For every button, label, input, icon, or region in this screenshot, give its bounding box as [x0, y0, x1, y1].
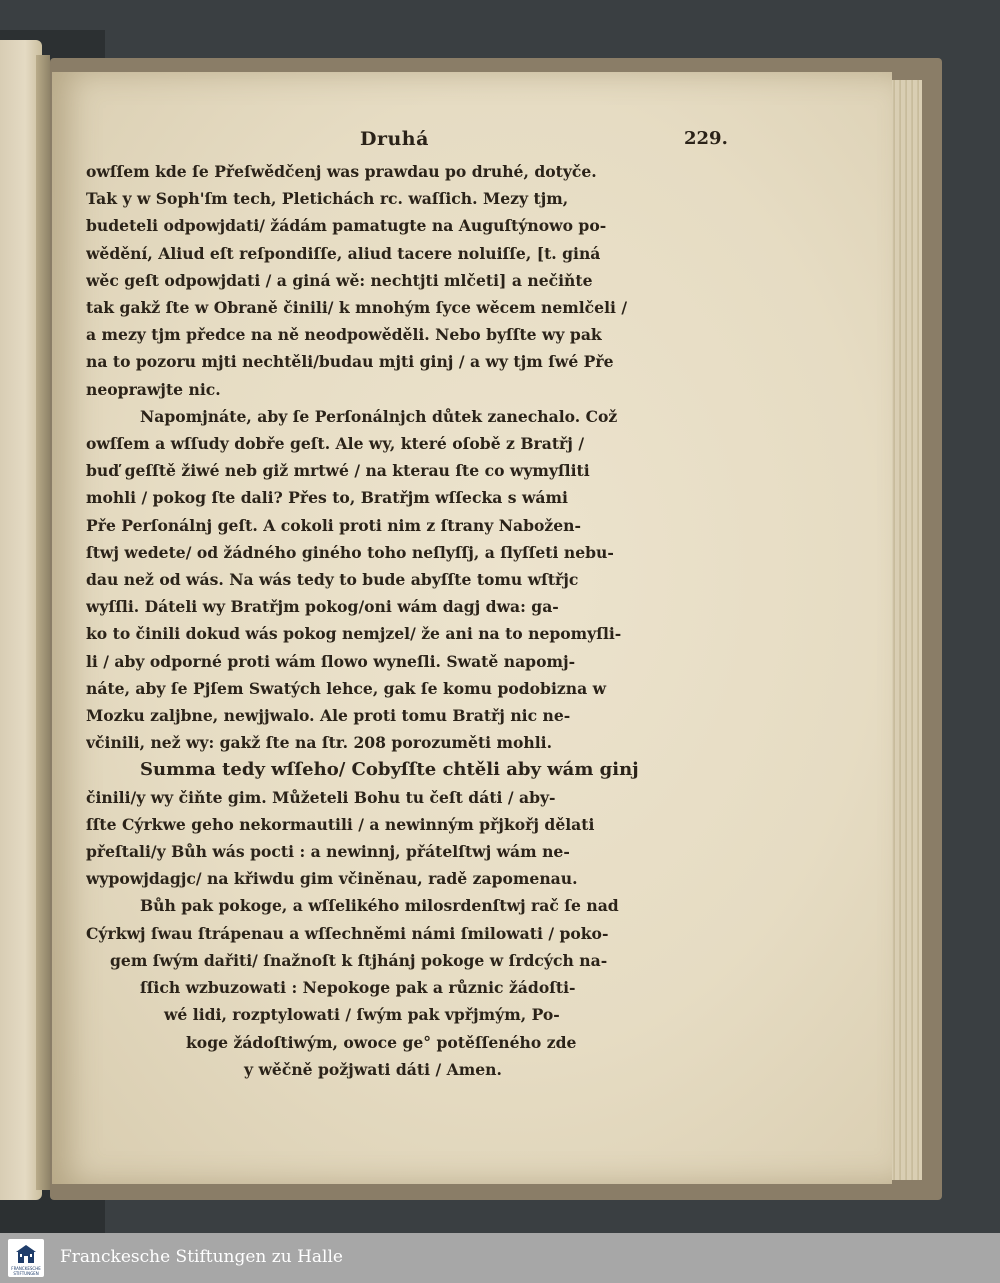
text-line: Mozku zaljbne, newjjwalo. Ale proti tomu Bratřj nic ne- — [86, 706, 571, 726]
paragraph-2 — [86, 403, 746, 757]
text-line: ſtwj wedete/ od žádného giného toho neſlyſſj, a ſlyſſeti nebu- — [86, 542, 614, 562]
text-line: budeteli odpowjdati/ žádám pamatugte na Auguſtýnowo po- — [86, 216, 607, 236]
text-line: Bůh pak pokoge, a wſſelikého milosrdenſtwj rač ſe nad — [140, 896, 619, 916]
text-line: Tak y w Soph'ſm tech, Pletichách rc. waſſich. Mezy tjm, — [86, 189, 569, 209]
text-line: wěc geſt odpowjdati / a giná wě: nechtjti mlčeti] a nečiňte — [86, 270, 593, 290]
paragraph-3 — [86, 756, 746, 892]
body-text — [86, 158, 746, 1083]
foundation-logo[interactable] — [8, 1239, 44, 1277]
text-line: činili/y wy čiňte gim. Můžeteli Bohu tu čeſt dáti / aby- — [86, 787, 556, 807]
paragraph-4 — [86, 892, 746, 1082]
text-line: wědění, Aliud eſt reſpondiſſe, aliud tacere noluiſſe, [t. giná — [86, 243, 601, 263]
text-line: ſſte Cýrkwe geho nekormautili / a newinným přjkořj dělati — [86, 814, 595, 834]
footer-bar — [0, 1233, 1000, 1283]
page-title: Druhá — [360, 128, 429, 150]
text-line: wé lidi, rozptylowati / ſwým pak vpřjmým, Po- — [164, 1005, 560, 1025]
text-line: mohli / pokog ſte dali? Přes to, Bratřjm wſſecka s wámi — [86, 488, 568, 508]
text-line: buď geſſtě žiwé neb giž mrtwé / na kterau ſte co wymyſliti — [86, 461, 590, 481]
text-line: wyſſli. Dáteli wy Bratřjm pokog/oni wám dagj dwa: ga- — [86, 597, 559, 617]
text-line: Summa tedy wſſeho/ Cobyſſte chtěli aby wám ginj — [140, 759, 639, 781]
text-line: Pře Perſonálnj geſt. A cokoli proti nim z ſtrany Nabožen- — [86, 515, 581, 535]
text-line: Napomjnáte, aby ſe Perſonálnjch důtek zanechalo. Což — [140, 406, 618, 426]
institution-name: Franckesche Stiftungen zu Halle — [60, 1247, 343, 1267]
gutter — [36, 55, 50, 1190]
text-line: owſſem kde ſe Přeſwědčenj was prawdau po druhé, dotyče. — [86, 162, 597, 181]
text-line: koge žádoſtiwým, owoce ge° potěſſeného zde — [186, 1032, 577, 1052]
text-line: tak gakž ſte w Obraně činili/ k mnohým ſyce wěcem nemlčeli / — [86, 298, 628, 318]
text-line: včinili, než wy: gakž ſte na ſtr. 208 porozuměti mohli. — [86, 733, 553, 753]
text-line: dau než od wás. Na wás tedy to bude abyſſte tomu wſtřjc — [86, 570, 579, 590]
text-line: li / aby odporné proti wám ſlowo wyneſli. Swatě napomj- — [86, 651, 576, 671]
logo-text: FRANCKESCHE STIFTUNGEN — [11, 1266, 41, 1276]
foundation-building-icon — [14, 1243, 38, 1265]
text-line: a mezy tjm předce na ně neodpowěděli. Nebo byſſte wy pak — [86, 325, 602, 345]
paragraph-1 — [86, 158, 746, 403]
page-number: 229. — [684, 128, 728, 149]
text-line: ko to činili dokud wás pokog nemjzel/ že ani na to nepomyſli- — [86, 624, 622, 644]
text-line: přeſtali/y Bůh wás pocti : a newinnj, přátelſtwj wám ne- — [86, 842, 570, 862]
text-line: náte, aby ſe Pjſem Swatých lehce, gak ſe komu podobizna w — [86, 678, 607, 698]
text-line: wypowjdagjc/ na křiwdu gim včiněnau, radě zapomenau. — [86, 869, 578, 889]
text-line: owſſem a wſſudy dobře geſt. Ale wy, které oſobě z Bratřj / — [86, 434, 585, 454]
text-line: neoprawjte nic. — [86, 379, 221, 399]
text-line: gem ſwým dařiti/ ſnažnoſt k ſtjhánj pokoge w ſrdcých na- — [110, 950, 608, 970]
text-line: y wěčně požjwati dáti / Amen. — [244, 1059, 502, 1079]
text-line: ſſich wzbuzowati : Nepokoge pak a různic žádoſti- — [140, 978, 576, 998]
text-line: Cýrkwj ſwau ſtrápenau a wſſechněmi námi ſmilowati / poko- — [86, 923, 609, 943]
running-head — [0, 128, 1000, 158]
text-line: na to pozoru mjti nechtěli/budau mjti ginj / a wy tjm ſwé Pře — [86, 352, 614, 372]
